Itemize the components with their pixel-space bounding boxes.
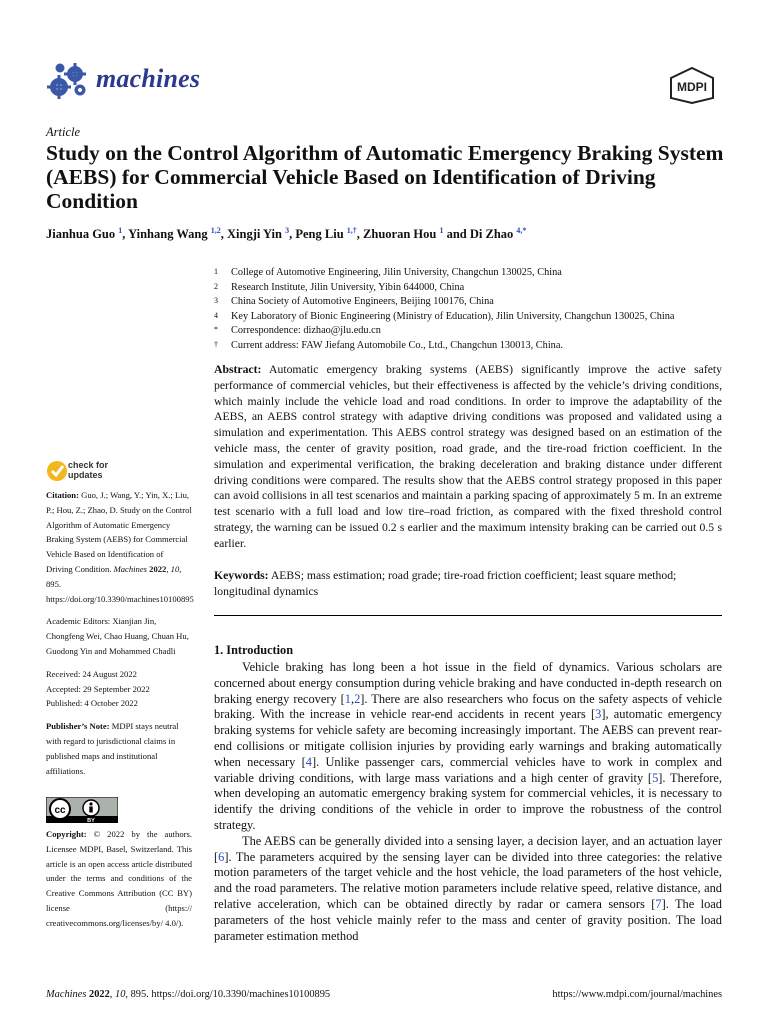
- affiliation-item: [214, 339, 734, 354]
- author-sup: 4,*: [516, 226, 527, 235]
- footer-year: 2022: [89, 989, 110, 1000]
- author-sup: 1,2: [210, 226, 221, 235]
- publisher-note: Publisher’s Note: MDPI stays neutral with regard to jurisdictional claims in published maps and institutional affiliations.: [46, 721, 179, 776]
- citation-volume: 10: [170, 563, 180, 574]
- section-heading: 1. Introduction: [214, 643, 294, 657]
- journal-name: machines: [96, 64, 201, 93]
- keywords: [214, 568, 722, 600]
- author-list: Jianhua Guo $^1$, Yinhang Wang $^{1,2}$, Xingji Yin $^3$, Peng Liu $^{1,\dagger}$, Zhuoran Hou $^1$ and Di Zhao $^{4,*}$: [46, 226, 527, 242]
- cc-text: cc: [54, 805, 66, 816]
- academic-editors: Academic Editors: Xianjian Jin, Chongfeng Wei, Chao Huang, Chuan Hu, Guodong Yin and Mohammed Chadli: [46, 616, 189, 656]
- affiliation-marker: 2: [214, 281, 218, 291]
- author-name: Xingji Yin: [227, 227, 282, 242]
- author-name: Peng Liu: [295, 227, 344, 242]
- journal-logo-icon: [46, 60, 90, 100]
- reference-link[interactable]: 3: [595, 707, 602, 722]
- mdpi-logo-text: MDPI: [677, 80, 707, 94]
- check-line-2: updates: [68, 469, 103, 480]
- dates: [46, 667, 192, 711]
- affiliation-item: [214, 281, 734, 296]
- keywords-text: AEBS; mass estimation; road grade; tire-road friction coefficient; least square method; longitudinal dynamics: [214, 569, 677, 598]
- check-for-updates-label[interactable]: [68, 461, 108, 480]
- citation-label: Citation:: [46, 490, 79, 500]
- affiliation-item: [214, 266, 734, 281]
- affiliations: [214, 266, 734, 353]
- paper-title: Study on the Control Algorithm of Automatic Emergency Braking System (AEBS) for Commercial Vehicle Based on Identification of Driving Condition: [46, 141, 724, 213]
- affiliation-text: Current address: FAW Jiefang Automobile Co., Ltd., Changchun 130013, China.: [231, 339, 563, 351]
- author-name: Jianhua Guo: [46, 227, 116, 242]
- date-received: Received: 24 August 2022: [46, 668, 137, 679]
- affiliation-marker: †: [214, 339, 218, 349]
- check-line-1: check for: [68, 460, 109, 470]
- check-for-updates-icon[interactable]: [46, 458, 68, 484]
- reference-link[interactable]: 2: [354, 691, 361, 706]
- affiliation-item: [214, 295, 734, 310]
- citation-year: 2022: [149, 563, 167, 574]
- date-published: Published: 4 October 2022: [46, 698, 138, 709]
- affiliation-marker: 3: [214, 296, 218, 305]
- footer-journal: Machines: [46, 989, 87, 1000]
- copyright-notice: [46, 827, 192, 931]
- affiliation-text: College of Automotive Engineering, Jilin University, Changchun 130025, China: [231, 267, 562, 278]
- cc-by-license-icon[interactable]: [46, 797, 118, 823]
- author-sup: 3: [285, 226, 290, 235]
- paragraph: Vehicle braking has long been a hot issue in the field of dynamics. Various scholars are concerned about energy consumption during vehicle braking and have conducted in-depth research on braking energy recovery [1,2]. There are also researchers who focus on the safety aspects of vehicle braking. With the increase in vehicle rear-end accidents in recent years [3], automatic emergency braking systems for vehicle safety are becoming increasingly important. The AEBS can prevent rear-end collisions or mitigate collision injuries by providing early warnings and braking automatically when necessary [4]. Unlike passenger cars, commercial vehicles have to work in complex and variable driving conditions, with large mass variations and a high center of gravity [5]. Therefore, when developing an automatic emergency braking system for commercial vehicles, it is necessary to identify the driving conditions of the vehicle in order to improve the robustness of the control strategy.: [214, 660, 723, 832]
- date-accepted: Accepted: 29 September 2022: [46, 683, 150, 694]
- introduction-body: [214, 660, 722, 944]
- affiliation-text: Correspondence: dizhao@jlu.edu.cn: [231, 325, 381, 336]
- author-name: Di Zhao: [469, 227, 514, 242]
- footer-citation: Machines 2022, 10, 895. https://doi.org/10.3390/machines10100895: [46, 989, 331, 1000]
- reference-link[interactable]: 4: [305, 754, 312, 769]
- citation: Citation: Guo, J.; Wang, Y.; Yin, X.; Liu, P.; Hou, Z.; Zhao, D. Study on the Control Algorithm of Automatic Emergency Braking System (AEBS) for Commercial Vehicle Based on Identification of Driving Condition. Machines 2022, 10, 895. https://doi.org/10.3390/machines10100895: [46, 490, 194, 604]
- publisher-note-label: Publisher’s Note:: [46, 721, 110, 732]
- article-type: Article: [46, 125, 81, 139]
- affiliation-marker: *: [214, 325, 218, 334]
- affiliation-marker: 1: [214, 267, 218, 276]
- affiliation-text: China Society of Automotive Engineers, Beijing 100176, China: [231, 296, 494, 307]
- sidebar: [46, 488, 192, 786]
- reference-link[interactable]: 6: [218, 849, 225, 864]
- footer-volume: 10: [115, 989, 126, 1000]
- copyright-text: © 2022 by the authors. Licensee MDPI, Basel, Switzerland. This article is an open access article distributed under the terms and conditions of the Creative Commons Attribution (CC BY) license (https:// creativecommons.org/licenses/by/ 4.0/).: [46, 829, 192, 928]
- reference-link[interactable]: 1: [344, 691, 351, 706]
- section-divider: [214, 615, 722, 616]
- affiliation-text: Key Laboratory of Bionic Engineering (Ministry of Education), Jilin University, Changchun 130025, China: [231, 310, 675, 322]
- author-sup: 1: [118, 226, 123, 235]
- mdpi-logo-icon: [667, 66, 717, 104]
- abstract-label: Abstract:: [214, 363, 262, 376]
- footer-journal-url[interactable]: https://www.mdpi.com/journal/machines: [552, 989, 722, 1000]
- abstract-text: Automatic emergency braking systems (AEBS) significantly improve the active safety performance of commercial vehicles, but their effectiveness is affected by the vehicle’s driving conditions, which mainly include the vehicle load and road conditions. In order to improve the adaptability of the AEBS, an AEBS control strategy with adaptive driving conditions was proposed and validated using a simulation and experimentation. This AEBS control strategy was designed based on an estimation of the vehicle mass, the center of gravity position, road grade, and the tire-road friction coefficient. In the simulation and experimental verification, the braking deceleration and braking distance under different driving conditions were compared. The results show that the AEBS control strategy proposed in this paper can avoid collisions in all test scenarios and maintain a parking spacing of approximately 5 m. In an extreme test scenario with a full load and low tire–road friction, as compared with the fixed threshold control strategy, the warning can be issued 0.2 s earlier and the maximum intensity braking can be carried out 0.5 s earlier.: [214, 363, 722, 550]
- author-sup: 1,†: [346, 226, 357, 235]
- affiliation-marker: 4: [214, 310, 218, 320]
- affiliation-text: Research Institute, Jilin University, Yibin 644000, China: [231, 281, 465, 293]
- abstract: [214, 362, 722, 552]
- paragraph: The AEBS can be generally divided into a sensing layer, a decision layer, and an actuation layer [6]. The parameters acquired by the sensing layer can be divided into three categories: the relative motion parameters of the target vehicle and the host vehicle, the load parameters of the host vehicle, and the road parameters. The relative motion parameters include relative speed, relative distance, and relative acceleration, which can be obtained directly by radar or camera sensors [7]. The load parameters of the host vehicle mainly refer to the mass and center of gravity position. The load parameter estimation method: [214, 833, 723, 943]
- reference-link[interactable]: 5: [652, 770, 659, 785]
- keywords-label: Keywords:: [214, 569, 269, 582]
- copyright-label: Copyright:: [46, 829, 87, 839]
- affiliation-item: [214, 310, 734, 325]
- author-name: Zhuoran Hou: [363, 227, 437, 242]
- reference-link[interactable]: 7: [655, 896, 662, 911]
- affiliation-item: [214, 324, 734, 339]
- cc-by-text: BY: [87, 818, 95, 823]
- author-sup: 1: [439, 226, 444, 235]
- citation-journal: Machines: [113, 563, 147, 574]
- author-name: Yinhang Wang: [128, 227, 208, 242]
